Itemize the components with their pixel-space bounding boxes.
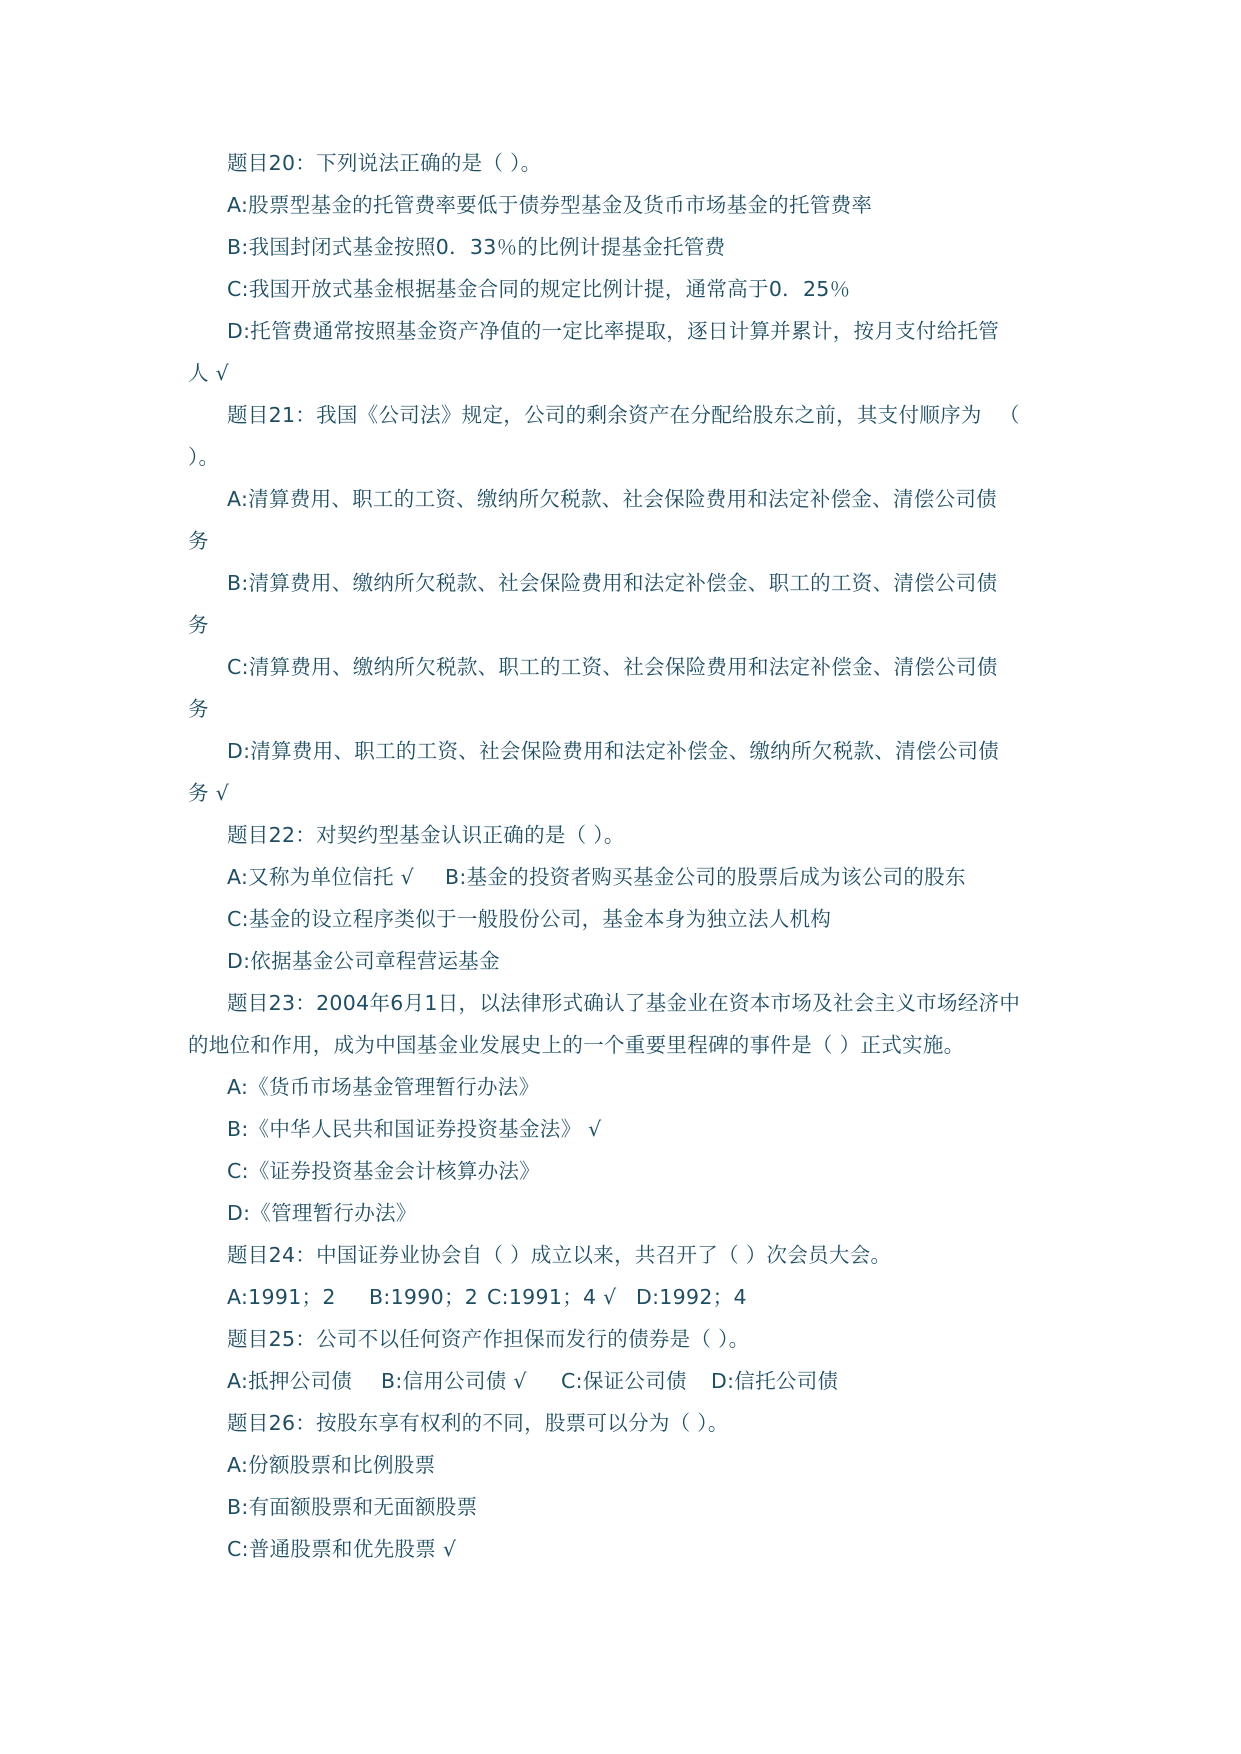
question-26-option-b: B:有面额股票和无面额股票 (227, 1495, 478, 1519)
question-25-title: 题目25：公司不以任何资产作担保而发行的债券是（ ）。 (227, 1327, 750, 1351)
question-21-option-d: D:清算费用、职工的工资、社会保险费用和法定补偿金、缴纳所欠税款、清偿公司债 (227, 739, 1000, 763)
question-22-title: 题目22：对契约型基金认识正确的是（ ）。 (227, 823, 625, 847)
question-23-title: 题目23：2004年6月1日，以法律形式确认了基金业在资本市场及社会主义市场经济中 (227, 991, 1021, 1015)
question-21-option-a-continued: 务 (188, 529, 209, 553)
question-24-option-d: D:1992；4 (636, 1285, 747, 1309)
question-25-option-d: D:信托公司债 (711, 1369, 839, 1393)
question-23-option-d: D:《管理暂行办法》 (227, 1201, 417, 1225)
question-22-option-a: A:又称为单位信托 √ (227, 865, 414, 889)
question-26-title: 题目26：按股东享有权利的不同，股票可以分为（ ）。 (227, 1411, 729, 1435)
question-20-option-a: A:股票型基金的托管费率要低于债券型基金及货币市场基金的托管费率 (227, 193, 873, 217)
question-26-option-a: A:份额股票和比例股票 (227, 1453, 436, 1477)
question-20-option-d-continued: 人 √ (188, 361, 229, 385)
question-20-option-b: B:我国封闭式基金按照0．33％的比例计提基金托管费 (227, 235, 726, 259)
question-21-option-c-continued: 务 (188, 697, 209, 721)
question-20-option-d: D:托管费通常按照基金资产净值的一定比率提取，逐日计算并累计，按月支付给托管 (227, 319, 1000, 343)
question-25-option-a: A:抵押公司债 (227, 1369, 353, 1393)
question-21-option-b: B:清算费用、缴纳所欠税款、社会保险费用和法定补偿金、职工的工资、清偿公司债 (227, 571, 998, 595)
question-22-option-d: D:依据基金公司章程营运基金 (227, 949, 500, 973)
question-23-option-b: B:《中华人民共和国证券投资基金法》 √ (227, 1117, 602, 1141)
question-23-option-a: A:《货币市场基金管理暂行办法》 (227, 1075, 540, 1099)
question-25-option-b: B:信用公司债 √ (381, 1369, 527, 1393)
question-24-option-c: C:1991；4 √ (487, 1285, 617, 1309)
question-22-option-b: B:基金的投资者购买基金公司的股票后成为该公司的股东 (445, 865, 966, 889)
question-22-option-c: C:基金的设立程序类似于一般股份公司，基金本身为独立法人机构 (227, 907, 832, 931)
question-21-option-c: C:清算费用、缴纳所欠税款、职工的工资、社会保险费用和法定补偿金、清偿公司债 (227, 655, 998, 679)
question-20-option-c: C:我国开放式基金根据基金合同的规定比例计提，通常高于0．25％ (227, 277, 851, 301)
question-21-option-a: A:清算费用、职工的工资、缴纳所欠税款、社会保险费用和法定补偿金、清偿公司债 (227, 487, 997, 511)
question-26-option-c: C:普通股票和优先股票 √ (227, 1537, 457, 1561)
question-23-option-c: C:《证券投资基金会计核算办法》 (227, 1159, 541, 1183)
question-21-title-continued: ）。 (188, 445, 220, 469)
question-21-title: 题目21：我国《公司法》规定，公司的剩余资产在分配给股东之前，其支付顺序为 （ (227, 403, 1020, 427)
question-24-option-a: A:1991；2 (227, 1285, 336, 1309)
question-23-title-continued: 的地位和作用，成为中国基金业发展史上的一个重要里程碑的事件是（ ）正式实施。 (188, 1033, 965, 1057)
question-24-option-b: B:1990；2 (369, 1285, 479, 1309)
question-24-title: 题目24：中国证券业协会自（ ）成立以来，共召开了（ ）次会员大会。 (227, 1243, 892, 1267)
question-25-option-c: C:保证公司债 (561, 1369, 687, 1393)
question-20-title: 题目20：下列说法正确的是（ ）。 (227, 151, 542, 175)
question-21-option-b-continued: 务 (188, 613, 209, 637)
question-21-option-d-continued: 务 √ (188, 781, 229, 805)
